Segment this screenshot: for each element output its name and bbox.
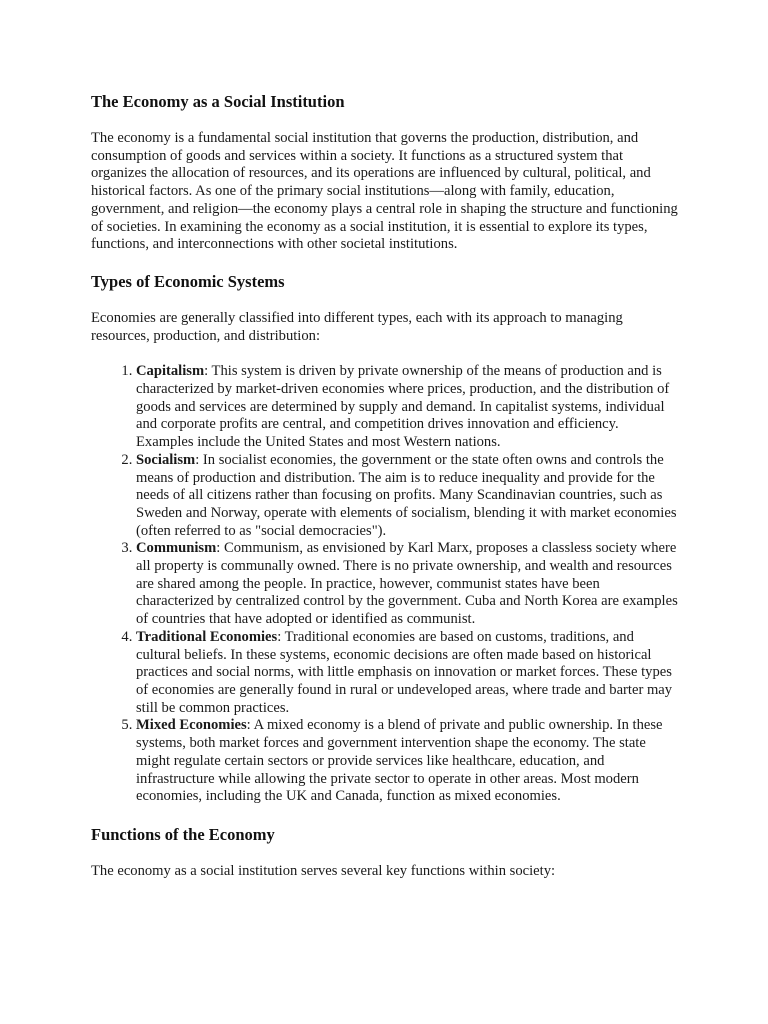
list-item-socialism — [136, 452, 678, 541]
list-item-capitalism — [136, 363, 678, 452]
definition-socialism: : In socialist economies, the government or the state often owns and controls the means of production and distribution. The aim is to reduce inequality and provide for the needs of all citizens rather than focusing on profits. Many Scandinavian countries, such as Sweden and Norway, operate with elements of socialism, blending it with market economies (often referred to as "social democracies"). — [136, 451, 677, 539]
section-heading-functions: Functions of the Economy — [91, 824, 275, 844]
definition-communism: : Communism, as envisioned by Karl Marx, proposes a classless society where all property is communally owned. There is no private ownership, and wealth and resources are shared among the people. In practice, however, communist states have been characterized by centralized control by the government. Cuba and North Korea are examples of countries that have adopted or identified as communist. — [136, 540, 678, 628]
term-communism: Communism — [136, 540, 217, 557]
page-title: The Economy as a Social Institution — [91, 92, 345, 111]
list-item-mixed-economies — [136, 717, 678, 806]
term-capitalism: Capitalism — [136, 363, 205, 380]
list-item-traditional-economies — [136, 629, 678, 718]
functions-intro-paragraph: The economy as a social institution serves several key functions within society: — [91, 862, 556, 879]
definition-capitalism: : This system is driven by private ownership of the means of production and is characterized by market-driven economies where prices, production, and the distribution of goods and services are determined by supply and demand. In capitalist systems, individual and corporate profits are central, and competition drives innovation and efficiency. Examples include the United States and most Western nations. — [136, 363, 670, 451]
economic-systems-list — [91, 363, 678, 806]
definition-traditional-economies: : Traditional economies are based on customs, traditions, and cultural beliefs. In these systems, economic decisions are often made based on historical practices and social norms, with little emphasis on innovation or market forces. These types of economies are generally found in rural or undeveloped areas, where trade and barter may still be common practices. — [136, 628, 673, 716]
section-heading-types: Types of Economic Systems — [91, 271, 285, 291]
term-traditional-economies: Traditional Economies — [136, 628, 278, 645]
term-socialism: Socialism — [136, 451, 196, 468]
types-intro-paragraph: Economies are generally classified into different types, each with its approach to managing resources, production, and distribution: — [91, 309, 623, 344]
intro-paragraph: The economy is a fundamental social institution that governs the production, distribution, and consumption of goods and services within a society. It functions as a structured system that organizes the allocation of resources, and its operations are influenced by cultural, political, and historical factors. As one of the primary social institutions—along with family, education, government, and religion—the economy plays a central role in shaping the structure and functioning of societies. In examining the economy as a social institution, it is essential to explore its types, functions, and interconnections with other societal institutions. — [91, 130, 678, 253]
list-item-communism — [136, 540, 678, 629]
term-mixed-economies: Mixed Economies — [136, 717, 247, 734]
definition-mixed-economies: : A mixed economy is a blend of private and public ownership. In these systems, both market forces and government intervention shape the economy. The state might regulate certain sectors or provide services like healthcare, education, and infrastructure while allowing the private sector to operate in other areas. Most modern economies, including the UK and Canada, function as mixed economies. — [136, 717, 663, 805]
